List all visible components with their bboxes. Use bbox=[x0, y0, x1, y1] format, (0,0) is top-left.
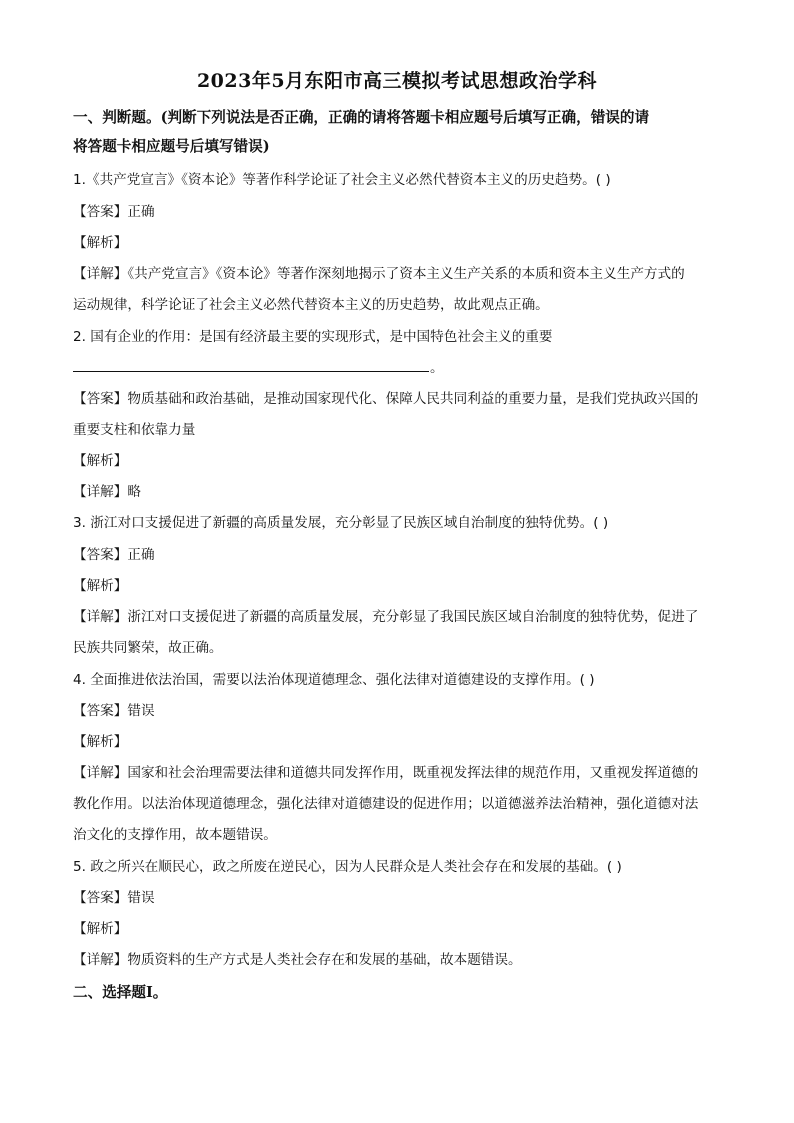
question-3-detail-line1: 【详解】浙江对口支援促进了新疆的高质量发展，充分彰显了我国民族区域自治制度的独特优势，促进了 bbox=[73, 609, 699, 625]
question-3-answer: 【答案】正确 bbox=[73, 547, 155, 563]
question-5-text: 5. 政之所兴在顺民心，政之所废在逆民心，因为人民群众是人类社会存在和发展的基础。( ) bbox=[73, 859, 622, 875]
question-1-text: 1.《共产党宣言》《资本论》等著作科学论证了社会主义必然代替资本主义的历史趋势。( ) bbox=[73, 172, 611, 188]
page-title: 2023年5月东阳市高三模拟考试思想政治学科 bbox=[196, 70, 598, 92]
question-4-detail-line1: 【详解】国家和社会治理需要法律和道德共同发挥作用，既重视发挥法律的规范作用，又重视发挥道德的 bbox=[73, 765, 699, 781]
question-1-analysis: 【解析】 bbox=[73, 235, 128, 251]
question-3-detail-line2: 民族共同繁荣，故正确。 bbox=[73, 640, 223, 656]
question-5-analysis: 【解析】 bbox=[73, 921, 128, 937]
question-5-detail: 【详解】物质资料的生产方式是人类社会存在和发展的基础，故本题错误。 bbox=[73, 952, 522, 968]
question-1-answer: 【答案】正确 bbox=[73, 204, 155, 220]
question-1-detail-line1: 【详解】《共产党宣言》《资本论》等著作深刻地揭示了资本主义生产关系的本质和资本主义生产方式的 bbox=[73, 266, 685, 282]
question-2-detail: 【详解】略 bbox=[73, 484, 141, 500]
question-3-text: 3. 浙江对口支援促进了新疆的高质量发展，充分彰显了民族区域自治制度的独特优势。( ) bbox=[73, 515, 609, 531]
question-4-detail-line2: 教化作用。以法治体现道德理念，强化法律对道德建设的促进作用；以道德滋养法治精神，强化道德对法 bbox=[73, 796, 699, 812]
question-2-answer-line1: 【答案】物质基础和政治基础，是推动国家现代化、保障人民共同利益的重要力量，是我们党执政兴国的 bbox=[73, 391, 699, 407]
question-3-analysis: 【解析】 bbox=[73, 578, 128, 594]
section1-heading-line1: 一、判断题。(判断下列说法是否正确，正确的请将答题卡相应题号后填写正确，错误的请 bbox=[73, 109, 650, 126]
question-4-text: 4. 全面推进依法治国，需要以法治体现道德理念、强化法律对道德建设的支撑作用。( ) bbox=[73, 672, 595, 688]
section1-heading-line2: 将答题卡相应题号后填写错误) bbox=[73, 138, 270, 155]
question-4-detail-line3: 治文化的支撑作用，故本题错误。 bbox=[73, 827, 277, 843]
question-2-text: 2. 国有企业的作用：是国有经济最主要的实现形式，是中国特色社会主义的重要 bbox=[73, 329, 553, 345]
question-2-answer-line2: 重要支柱和依靠力量 bbox=[73, 422, 196, 438]
section2-heading: 二、选择题Ⅰ。 bbox=[73, 984, 168, 1001]
question-2-analysis: 【解析】 bbox=[73, 453, 128, 469]
question-4-analysis: 【解析】 bbox=[73, 734, 128, 750]
question-2-blank-end: 。 bbox=[430, 360, 444, 376]
answer-blank bbox=[73, 359, 429, 372]
question-2-blank-line bbox=[73, 358, 728, 378]
question-5-answer: 【答案】错误 bbox=[73, 890, 155, 906]
question-4-answer: 【答案】错误 bbox=[73, 703, 155, 719]
question-1-detail-line2: 运动规律，科学论证了社会主义必然代替资本主义的历史趋势，故此观点正确。 bbox=[73, 297, 549, 313]
